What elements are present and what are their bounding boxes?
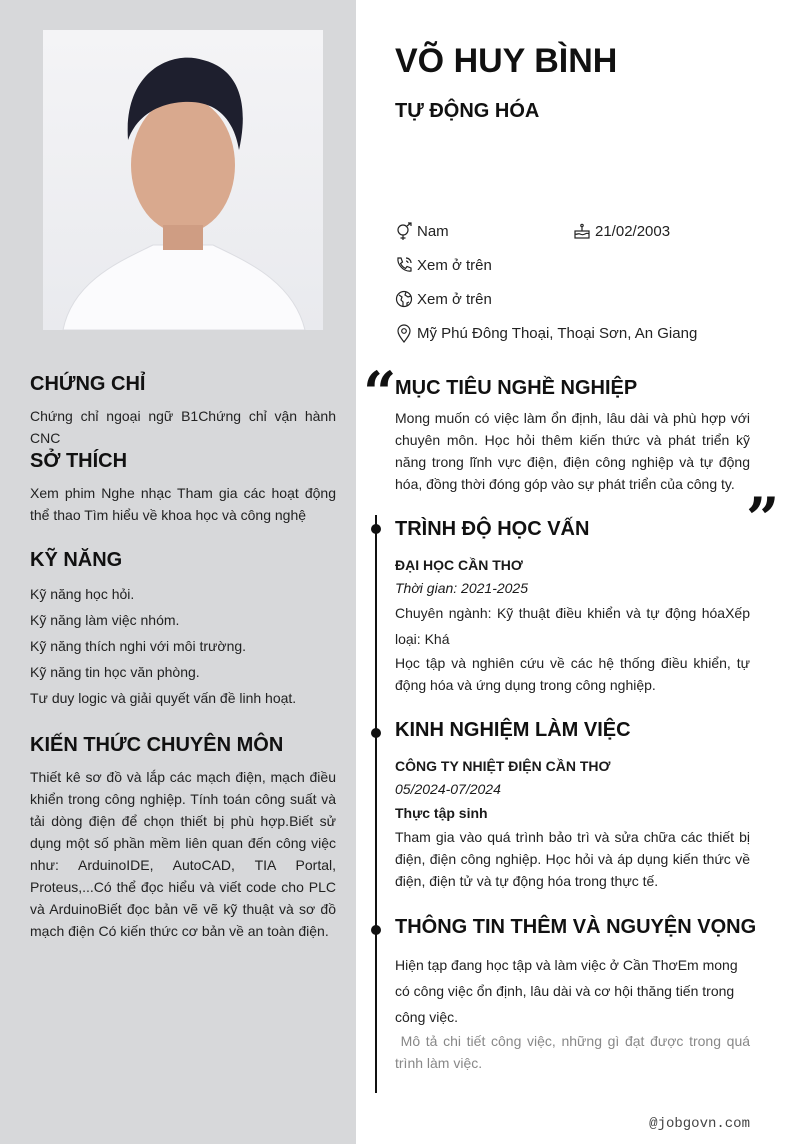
profile-photo xyxy=(43,30,323,330)
phone-value: Xem ở trên xyxy=(417,256,492,274)
footer-brand: @jobgovn.com xyxy=(649,1116,750,1132)
skill-item: Tư duy logic và giải quyết vấn đề linh hoạt. xyxy=(30,690,297,706)
experience-position: Thực tập sinh xyxy=(395,805,488,821)
close-quote-icon: ” xyxy=(746,485,780,553)
objective-heading: MỤC TIÊU NGHỀ NGHIỆP xyxy=(395,377,638,399)
experience-heading: KINH NGHIỆM LÀM VIỆC xyxy=(395,719,631,741)
gender-info xyxy=(394,221,449,241)
candidate-name: VÕ HUY BÌNH xyxy=(395,42,618,80)
skill-item: Kỹ năng tin học văn phòng. xyxy=(30,664,200,680)
experience-entry xyxy=(395,755,750,892)
knowledge-heading: KIẾN THỨC CHUYÊN MÔN xyxy=(30,734,284,756)
company-name: CÔNG TY NHIỆT ĐIỆN CẦN THƠ xyxy=(395,758,611,774)
website-info xyxy=(394,289,492,309)
phone-icon xyxy=(394,255,414,275)
skill-item: Kỹ năng làm việc nhóm. xyxy=(30,612,180,628)
timeline-line xyxy=(375,515,377,1093)
experience-period: 05/2024-07/2024 xyxy=(395,781,501,797)
gender-icon xyxy=(394,221,414,241)
education-description: Học tập và nghiên cứu về các hệ thống điều khiển, tự động hóa và ứng dụng trong công nghiệp. xyxy=(395,655,750,693)
website-value: Xem ở trên xyxy=(417,290,492,308)
address-value: Mỹ Phú Đông Thoại, Thoại Sơn, An Giang xyxy=(417,324,698,342)
additional-placeholder: Mô tả chi tiết công việc, những gì đạt được trong quá trình làm việc. xyxy=(395,1033,754,1071)
certificates-heading: CHỨNG CHỈ xyxy=(30,373,146,395)
skill-item: Kỹ năng học hỏi. xyxy=(30,586,135,602)
birthday-info xyxy=(572,221,670,241)
timeline-dot xyxy=(371,728,381,738)
location-pin-icon xyxy=(394,323,414,343)
skills-heading: KỸ NĂNG xyxy=(30,549,123,571)
additional-text: Hiện tạp đang học tập và làm việc ở Cần ThơEm mong có công việc ổn định, lâu dài và cơ hội thăng tiến trong công việc. xyxy=(395,957,738,1025)
objective-text: Mong muốn có việc làm ổn định, lâu dài và phù hợp với chuyên môn. Học hỏi thêm kiến thức và phát triển kỹ năng trong lĩnh vực điện, điện công nghiệp và tự động hóa, đồng thời đóng góp vào sự phát triển của công ty. xyxy=(395,410,750,492)
phone-info xyxy=(394,255,492,275)
hobbies-text: Xem phim Nghe nhạc Tham gia các hoạt động thể thao Tìm hiểu về khoa học và công nghệ xyxy=(30,485,336,523)
additional-entry xyxy=(395,952,754,1074)
education-heading: TRÌNH ĐỘ HỌC VẤN xyxy=(395,518,590,540)
school-name: ĐẠI HỌC CẦN THƠ xyxy=(395,557,523,573)
education-major: Chuyên ngành: Kỹ thuật điều khiển và tự động hóaXếp loại: Khá xyxy=(395,605,750,647)
globe-icon xyxy=(394,289,414,309)
additional-heading: THÔNG TIN THÊM VÀ NGUYỆN VỌNG xyxy=(395,916,757,938)
experience-description: Tham gia vào quá trình bảo trì và sửa chữa các thiết bị điện, điện công nghiệp. Học hỏi và áp dụng kiến thức về điện, điện tử và tự động hóa trong thực tế. xyxy=(395,829,750,889)
timeline-dot xyxy=(371,524,381,534)
hobbies-heading: SỞ THÍCH xyxy=(30,450,128,472)
gender-value: Nam xyxy=(417,222,449,240)
open-quote-icon: “ xyxy=(363,359,397,427)
birthday-value: 21/02/2003 xyxy=(595,222,671,240)
skills-list xyxy=(30,581,336,711)
education-period: Thời gian: 2021-2025 xyxy=(395,580,528,596)
knowledge-text: Thiết kê sơ đồ và lắp các mạch điện, mạch điều khiển trong công nghiệp. Tính toán công suất và tải dòng điện để chọn thiết bị phù hợp.Biết sử dụng một số phần mềm liên quan đến công việc như: ArduinoIDE, AutoCAD, TIA Portal, Proteus,...Có thể đọc hiểu và viết code cho PLC và ArduinoBiết đọc bản vẽ vẽ kỹ thuật và sơ đồ mạch điện Có kiến thức cơ bản về an toàn điện. xyxy=(30,769,336,939)
candidate-role: TỰ ĐỘNG HÓA xyxy=(395,100,540,122)
skill-item: Kỹ năng thích nghi với môi trường. xyxy=(30,638,247,654)
education-entry xyxy=(395,554,750,696)
certificates-text: Chứng chỉ ngoại ngữ B1Chứng chỉ vận hành CNC xyxy=(30,408,336,446)
birthday-cake-icon xyxy=(572,221,592,241)
address-info xyxy=(394,323,697,343)
timeline-dot xyxy=(371,925,381,935)
